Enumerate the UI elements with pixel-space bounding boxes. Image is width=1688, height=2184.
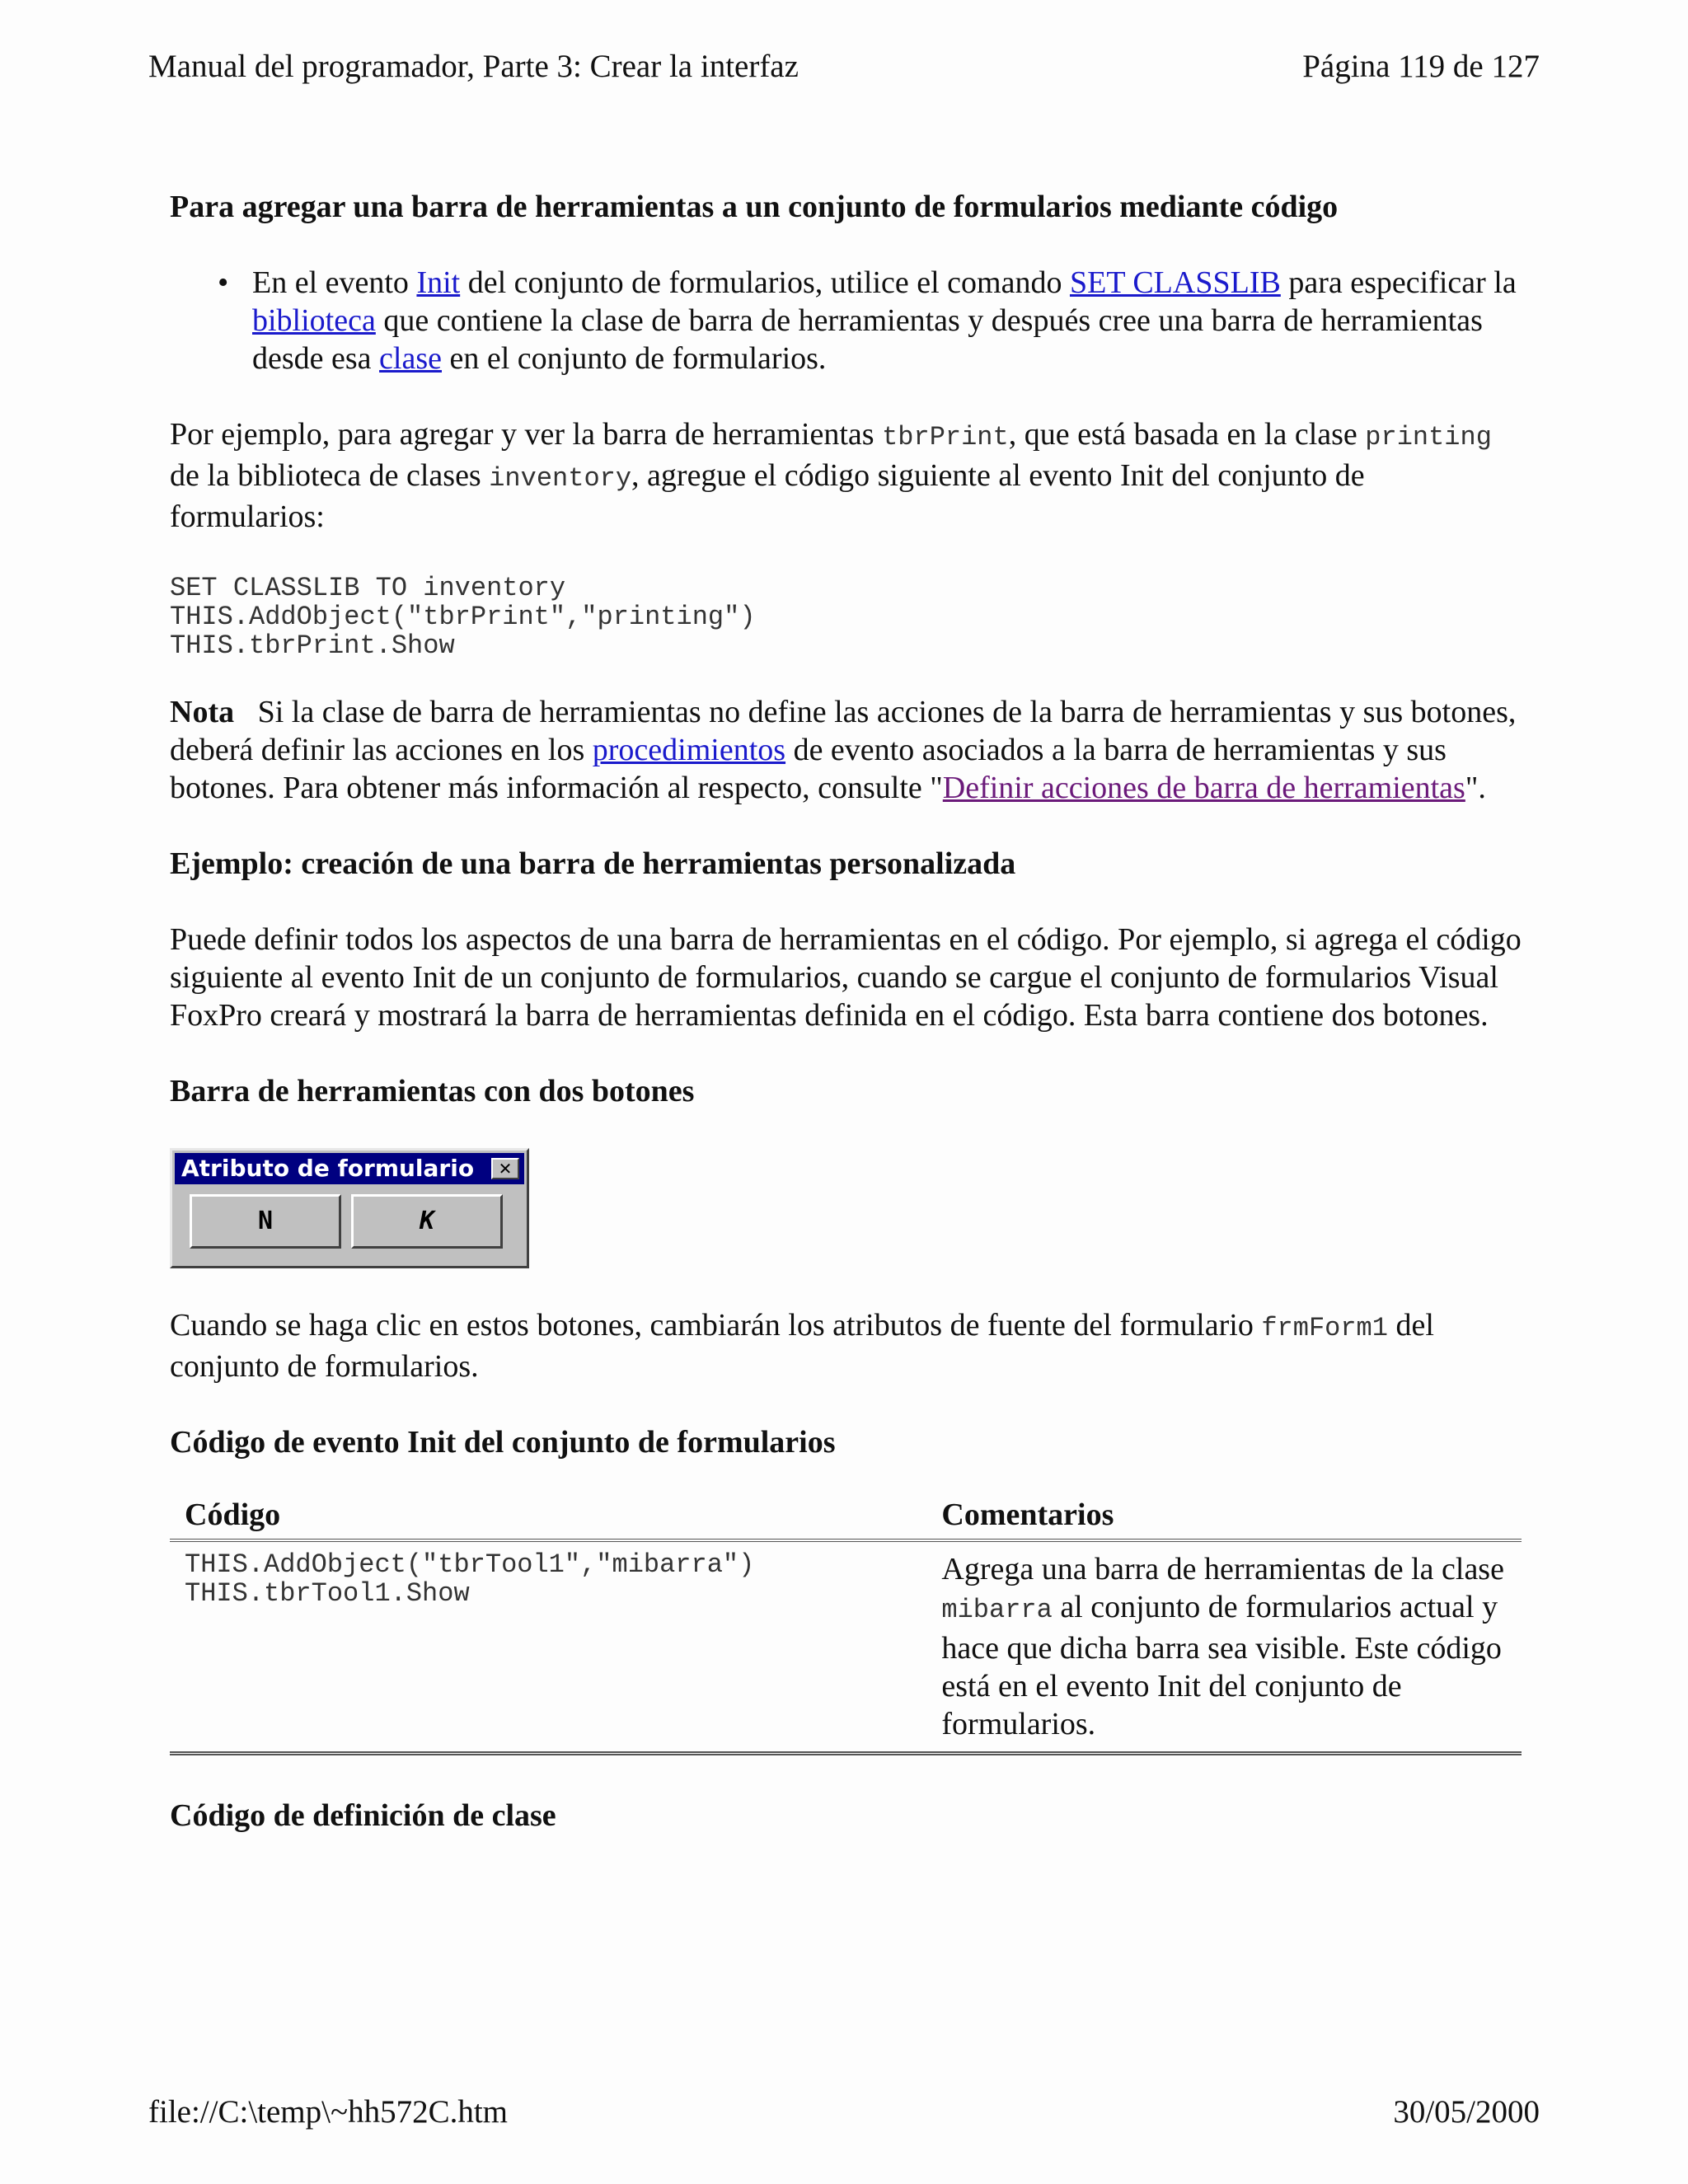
link-init[interactable]: Init <box>416 265 461 300</box>
bullet-item <box>170 264 1522 377</box>
bullet-text: En el evento <box>252 265 417 300</box>
text: , que está basada en la clase <box>1008 417 1366 452</box>
text: al conjunto de formularios actual y hace que dicha barra sea visible. Este código está en el evento Init del conjunto de formularios. <box>941 1590 1502 1741</box>
example-paragraph <box>170 415 1522 536</box>
close-icon[interactable]: ✕ <box>491 1158 519 1179</box>
link-set-classlib[interactable]: SET CLASSLIB <box>1069 265 1281 300</box>
text: Cuando se haga clic en estos botones, cambiarán los atributos de fuente del formulario <box>170 1308 1262 1343</box>
text: , agregue el código siguiente al evento Init del conjunto de formularios: <box>170 458 1365 534</box>
code-table <box>170 1484 1522 1755</box>
note-paragraph <box>170 693 1522 807</box>
bullet-text: del conjunto de formularios, utilice el comando <box>460 265 1070 300</box>
bold-button[interactable]: N <box>190 1194 341 1249</box>
inline-code: frmForm1 <box>1261 1313 1388 1343</box>
figure-caption: Barra de herramientas con dos botones <box>170 1074 695 1108</box>
section-heading-example: Ejemplo: creación de una barra de herramientas personalizada <box>170 846 1016 881</box>
bullet-text: que contiene la clase de barra de herramientas y después cree una barra de herramientas desde esa <box>252 303 1483 376</box>
inline-code: inventory <box>489 463 632 494</box>
code-block: SET CLASSLIB TO inventory THIS.AddObject("tbrPrint","printing") THIS.tbrPrint.Show <box>170 573 756 661</box>
toolbar-explanation <box>170 1306 1522 1385</box>
link-procedimientos[interactable]: procedimientos <box>592 733 786 767</box>
text: de la biblioteca de clases <box>170 458 490 493</box>
inline-code: mibarra <box>941 1595 1053 1625</box>
note-label: Nota <box>170 695 235 729</box>
bullet-text: para especificar la <box>1280 265 1517 300</box>
toolbar-window <box>170 1148 529 1268</box>
text: Si la clase de barra de herramientas no define las acciones de la barra de herramientas y sus botones, deberá definir las acciones en los <box>170 695 1524 767</box>
column-header-code: Código <box>185 1497 281 1532</box>
link-clase[interactable]: clase <box>379 341 442 376</box>
section-heading-add-toolbar: Para agregar una barra de herramientas a un conjunto de formularios mediante código <box>170 190 1339 224</box>
page-header-title: Manual del programador, Parte 3: Crear la interfaz <box>148 49 799 84</box>
page-number: Página 119 de 127 <box>1302 49 1540 84</box>
text: Agrega una barra de herramientas de la clase <box>941 1552 1504 1586</box>
section-heading-init-code: Código de evento Init del conjunto de formularios <box>170 1425 836 1460</box>
toolbar-figure <box>170 1148 1522 1268</box>
text: ". <box>1465 771 1486 805</box>
table-cell-code <box>170 1540 926 1754</box>
table-cell-comment <box>926 1540 1522 1754</box>
section-heading-class-definition: Código de definición de clase <box>170 1798 556 1833</box>
document-body <box>170 188 1522 1835</box>
footer-file-path: file://C:\temp\~hh572C.htm <box>148 2094 509 2130</box>
toolbar-title: Atributo de formulario <box>181 1155 475 1182</box>
code-snippet: THIS.AddObject("tbrTool1","mibarra") THIS.tbrTool1.Show <box>185 1549 755 1609</box>
column-header-comments: Comentarios <box>941 1497 1114 1532</box>
text: Por ejemplo, para agregar y ver la barra de herramientas <box>170 417 883 452</box>
bullet-icon: • <box>218 265 229 300</box>
table-header-row <box>170 1484 1522 1540</box>
bullet-text: en el conjunto de formularios. <box>442 341 827 376</box>
italic-button[interactable]: K <box>351 1194 503 1249</box>
link-definir-acciones[interactable]: Definir acciones de barra de herramientas <box>942 771 1465 805</box>
toolbar-title-bar <box>175 1153 524 1184</box>
inline-code: printing <box>1365 422 1492 452</box>
toolbar-buttons <box>175 1184 524 1249</box>
footer-date: 30/05/2000 <box>1393 2094 1540 2130</box>
link-biblioteca[interactable]: biblioteca <box>252 303 376 338</box>
table-row <box>170 1540 1522 1754</box>
inline-code: tbrPrint <box>882 422 1009 452</box>
text: de evento asociados a la barra de herramientas y sus botones. Para obtener más información al respecto, consulte " <box>170 733 1447 805</box>
text: del conjunto de formularios. <box>170 1308 1434 1384</box>
example-description: Puede definir todos los aspectos de una barra de herramientas en el código. Por ejemplo, si agrega el código siguiente al evento Init de un conjunto de formularios, cuando se cargue el conjunto de formularios Visual FoxPro creará y mostrará la barra de herramientas definida en el código. Esta barra contiene dos botones. <box>170 922 1522 1033</box>
